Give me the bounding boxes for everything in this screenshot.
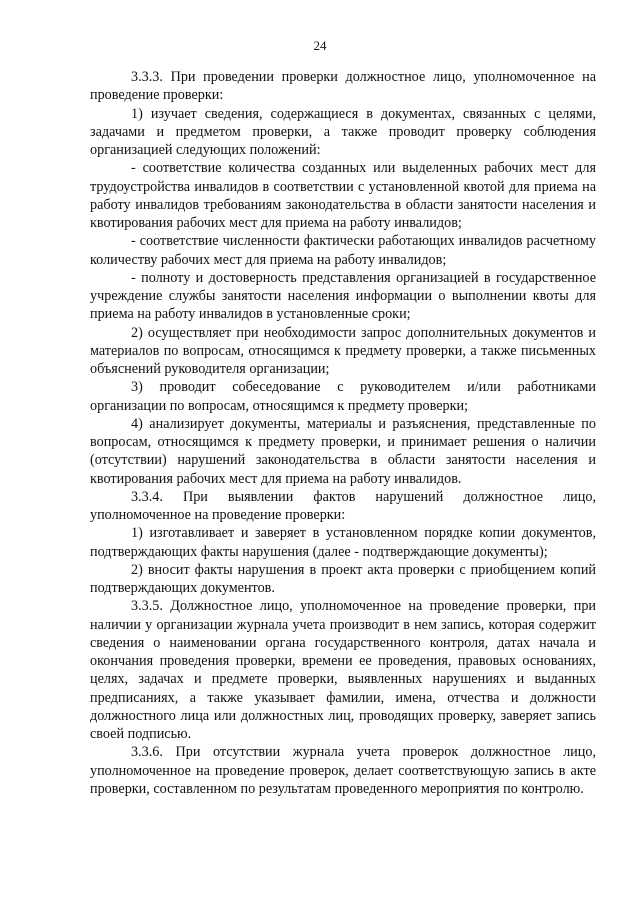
- paragraph-bullet-quota: - соответствие количества созданных или выделенных рабочих мест для трудоустройства инвалидов в соответствии с установленной квотой для приема на работу инвалидов требованиям законодательства в области занятости населения и квотирования рабочих мест для приема на работу инвалидов;: [90, 160, 596, 231]
- paragraph-3-3-3: 3.3.3. При проведении проверки должностное лицо, уполномоченное на проведение проверки:: [90, 69, 596, 104]
- document-body: [90, 68, 596, 798]
- paragraph-bullet-reporting: - полноту и достоверность представления организацией в государственное учреждение службы занятости населения информации о выполнении квоты для приема на работу инвалидов в установленные сроки;: [90, 269, 596, 323]
- paragraph-item-4: 4) анализирует документы, материалы и разъяснения, представленные по вопросам, относящимся к предмету проверки, и принимает решения о наличии (отсутствии) нарушений законодательства в области занятости населения и квотирования рабочих мест для приема на работу инвалидов.: [90, 415, 596, 487]
- paragraph-3-3-4-item-1: 1) изготавливает и заверяет в установленном порядке копии документов, подтверждающих факты нарушения (далее - подтверждающие документы);: [90, 525, 596, 560]
- paragraph-item-2: 2) осуществляет при необходимости запрос дополнительных документов и материалов по вопросам, относящимся к предмету проверки, а также письменных объяснений руководителя организации;: [90, 324, 596, 377]
- paragraph-item-1: 1) изучает сведения, содержащиеся в документах, связанных с целями, задачами и предметом проверки, а также проводит проверку соблюдения организацией следующих положений:: [90, 105, 596, 158]
- page-number: 24: [313, 38, 327, 53]
- paragraph-3-3-6: 3.3.6. При отсутствии журнала учета проверок должностное лицо, уполномоченное на проведение проверок, делает соответствующую запись в акте проверки, составленном по результатам проведенного мероприятия по контролю.: [90, 744, 596, 797]
- paragraph-bullet-headcount: - соответствие численности фактически работающих инвалидов расчетному количеству рабочих мест для приема на работу инвалидов;: [90, 233, 596, 268]
- paragraph-3-3-5: 3.3.5. Должностное лицо, уполномоченное на проведение проверки, при наличии у организации журнала учета производит в нем запись, которая содержит сведения о наименовании органа государственного контроля, датах начала и окончания проведения проверки, времени ее проведения, правовых основаниях, целях, задачах и предмете проверки, выявленных нарушениях и выданных предписаниях, а также указывает фамилии, имена, отчества и должности должностного лица или должностных лиц, проводящих проверку, заверяет запись своей подписью.: [90, 598, 596, 742]
- paragraph-3-3-4-item-2: 2) вносит факты нарушения в проект акта проверки с приобщением копий подтверждающих документов.: [90, 561, 596, 596]
- paragraph-item-3: 3) проводит собеседование с руководителем и/или работниками организации по вопросам, относящимся к предмету проверки;: [90, 379, 596, 414]
- paragraph-3-3-4: 3.3.4. При выявлении фактов нарушений должностное лицо, уполномоченное на проведение проверки:: [90, 488, 596, 523]
